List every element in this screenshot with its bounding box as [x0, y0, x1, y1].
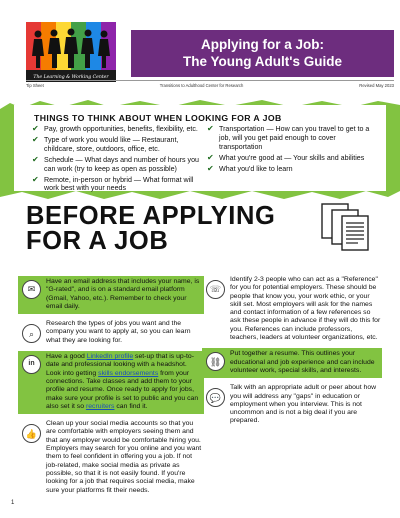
think-item: ✔ Schedule — What days and number of hours you can work (try to keep as open as possible) — [32, 154, 199, 173]
check-icon: ✔ — [207, 163, 214, 173]
gaps-tip: 💬 Talk with an appropriate adult or peer about how you will address any "gaps" in education or employment when you interview. This is not uncommon and is not a big deal if you are prepared. — [202, 384, 382, 425]
title-banner — [131, 30, 394, 77]
documents-icon — [318, 200, 374, 256]
think-item: ✔ Transportation — How can you travel to get to a job, will you get paid enough to cover transportation — [207, 124, 370, 151]
header — [0, 0, 400, 88]
email-icon: ✉ — [22, 280, 41, 299]
think-item: ✔ Remote, in-person or hybrid — What format will work best with your needs — [32, 174, 194, 193]
meta-center: Transitions to Adulthood Center for Research — [159, 83, 244, 88]
header-divider — [26, 80, 394, 81]
phone-icon: ☏ — [206, 280, 225, 299]
page-title: Applying for a Job: — [201, 37, 324, 52]
think-left-list — [32, 125, 207, 195]
linkedin-profile-link[interactable]: LinkedIn profile — [86, 353, 134, 361]
check-icon: ✔ — [207, 124, 214, 133]
section-heading: BEFORE APPLYING FOR A JOB — [26, 202, 276, 255]
think-item: ✔ Type of work you would like — Restaurant, childcare, store, outdoors, office, etc. — [32, 134, 179, 153]
social-media-tip: 👍 Clean up your social media accounts so that you are comfortable with employers seeing them and that any employer would be comfortable hiring you. Employers may search for you online and you want them to feel confident in offering you a job. If not job-related, make social media as private as possible, so that it is not easily found. If you're looking for a job that requires social media, make sure your platforms fit their needs. — [18, 420, 204, 495]
right-column — [202, 276, 382, 426]
recruiters-link[interactable]: recruiters — [85, 402, 115, 410]
logo — [26, 22, 116, 82]
logo-figures-icon — [26, 26, 116, 70]
linkedin-icon: in — [22, 355, 41, 374]
meta-row — [26, 83, 394, 88]
research-tip: ⌕ Research the types of jobs you want and the company you want to apply at, so you can learn what they are looking for. — [18, 320, 204, 345]
page-subtitle: The Young Adult's Guide — [183, 54, 342, 69]
check-icon: ✔ — [32, 174, 39, 184]
email-tip: ✉ Have an email address that includes your name, is "G-rated", and is on a standard email platform (Gmail, Yahoo, etc.). Remember to check your email daily. — [18, 276, 204, 314]
check-icon: ✔ — [32, 124, 39, 133]
think-item: ✔ What you're good at — Your skills and abilities — [207, 152, 365, 162]
logo-text: The Learning & Working Center — [33, 75, 109, 80]
link-icon: ⛓ — [206, 352, 225, 371]
think-item: ✔ Pay, growth opportunities, benefits, flexibility, etc. — [32, 124, 198, 133]
meta-date: Revised May 2023 — [359, 83, 394, 88]
check-icon: ✔ — [32, 134, 39, 144]
references-tip: ☏ Identify 2-3 people who can act as a "Reference" for you for potential employers. These should be people that know you, your work ethic, or your skill set. Most employers will ask for the names and contact information of a few references so ask these people in advance if they will do this for you. References can include professors, teachers, leaders at volunteer organizations, etc. — [202, 276, 382, 342]
think-item: ✔ What you'd like to learn — [207, 163, 293, 173]
thumbs-up-icon: 👍 — [22, 424, 41, 443]
think-right-list — [207, 125, 377, 176]
left-column — [18, 276, 204, 495]
think-title: THINGS TO THINK ABOUT WHEN LOOKING FOR A JOB — [34, 113, 282, 123]
meta-author: Tip Sheet — [26, 83, 44, 88]
check-icon: ✔ — [32, 154, 39, 164]
search-icon: ⌕ — [22, 324, 41, 343]
chat-icon: 💬 — [206, 388, 225, 407]
resume-tip: ⛓ Put together a resume. This outlines your educational and job experience and can include volunteer work, special skills, and interests. — [202, 348, 382, 378]
linkedin-tip: in Have a good LinkedIn profile set-up that is up-to-date and professional looking with a headshot. Look into getting skills endorsements from your connections. Take classes and add them to your profile and resume. Once ready to apply for jobs, make sure your profile is set to public and you can also set it so recruiters can find it. — [18, 351, 204, 414]
page-number: 1 — [11, 500, 15, 506]
skills-endorsements-link[interactable]: skills endorsements — [98, 369, 159, 377]
check-icon: ✔ — [207, 152, 214, 162]
